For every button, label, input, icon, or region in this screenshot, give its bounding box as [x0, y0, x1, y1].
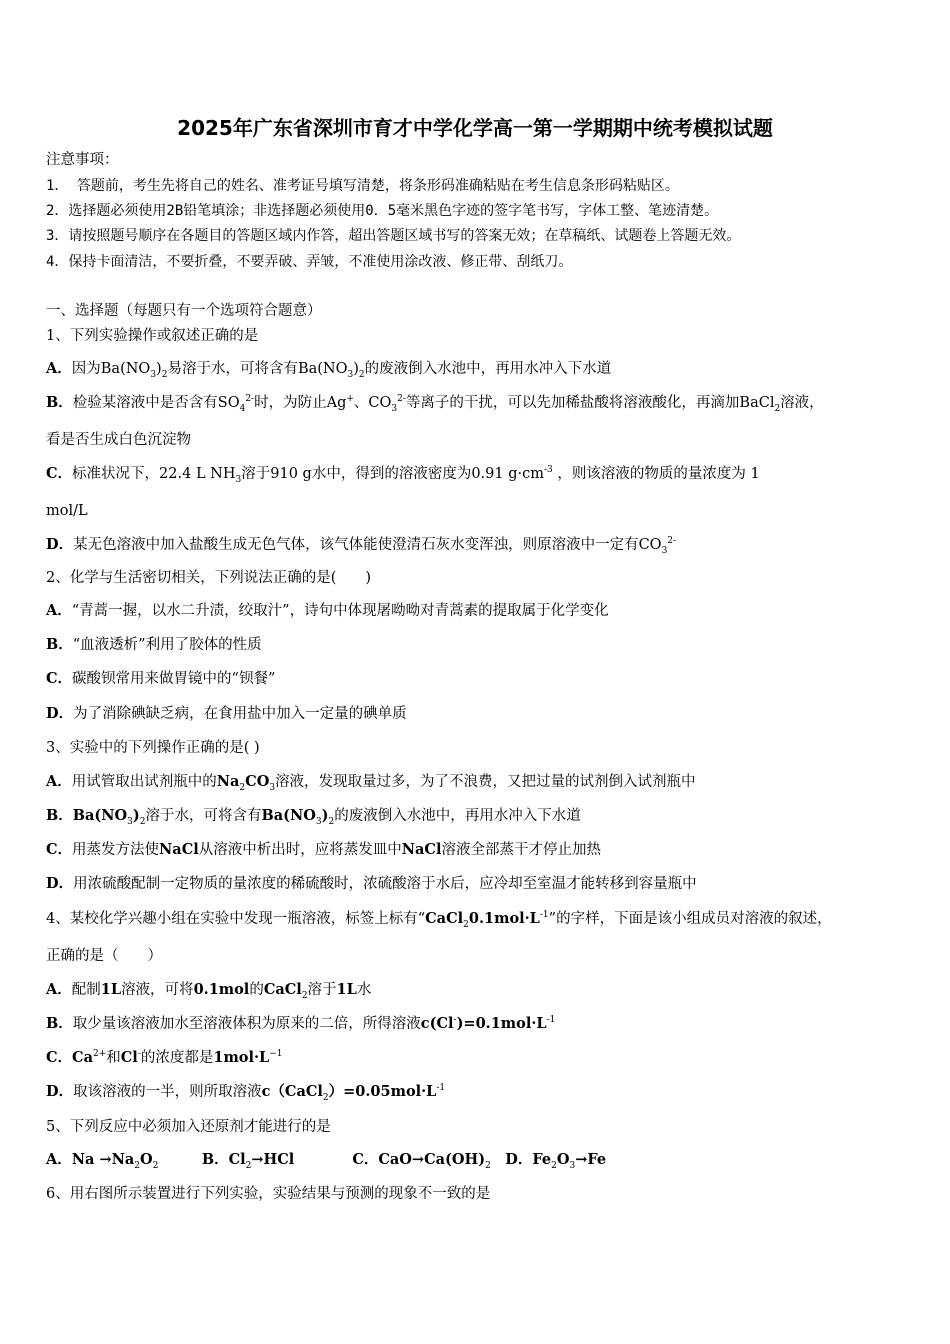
subscript: 2 [139, 816, 146, 827]
bold-run: 1L [336, 981, 357, 998]
text-line [46, 1150, 606, 1170]
text-run: 2．选择题必须使用2B铅笔填涂；非选择题必须使用0．5毫米黑色字迹的签字笔书写，字体工整、笔迹清楚。 [46, 203, 719, 219]
bold-run: )=0.1mol·L [456, 1015, 547, 1032]
text-run: ”的字样，下面是该小组成员对溶液的叙述， [548, 911, 832, 927]
text-run: 时，为防止Ag [254, 395, 347, 411]
superscript: 2- [667, 536, 677, 547]
bold-run: A． [46, 360, 72, 377]
subscript: 3 [269, 782, 276, 793]
subscript: 2 [328, 816, 335, 827]
subscript: 2 [245, 1160, 252, 1171]
bold-run: 1L [100, 981, 122, 998]
bold-run: c(Cl [420, 1015, 454, 1032]
text-run: 4．保持卡面清洁，不要折叠，不要弄破、弄皱，不准使用涂改液、修正带、刮纸刀。 [46, 254, 573, 270]
superscript: 2- [397, 394, 406, 405]
bold-run: NaCl [159, 841, 199, 858]
subscript: 2 [134, 1160, 140, 1171]
text-run: 为了消除碘缺乏病，在食用盐中加入一定量的碘单质 [73, 706, 407, 722]
subscript: 3 [150, 369, 157, 380]
text-line [46, 176, 679, 196]
bold-run: A． [46, 602, 72, 619]
bold-run: O [556, 1151, 570, 1168]
text-run: 溶液， [780, 395, 824, 411]
subscript: 3 [315, 816, 322, 827]
bold-run: 0.1mol [193, 981, 250, 998]
superscript: −1 [269, 1049, 283, 1060]
bold-run: B． [46, 394, 73, 411]
bold-run: ) [132, 807, 140, 824]
bold-run: →HCl [251, 1151, 295, 1168]
text-run: 碳酸钡常用来做胃镜中的“钡餐” [72, 671, 276, 687]
text-line [46, 301, 322, 321]
subscript: 3 [347, 369, 354, 380]
bold-run: 1mol·L [213, 1049, 270, 1066]
bold-run: C．Ca [46, 1049, 93, 1066]
subscript: 2 [239, 782, 246, 793]
subscript: 2 [152, 1160, 159, 1171]
subscript: 2 [774, 403, 781, 414]
text-run: 、CO [353, 395, 392, 411]
text-run: 溶液全部蒸干才停止加热 [441, 842, 601, 858]
text-run: 溶液，可将 [121, 982, 194, 998]
text-run: 易溶于水，可将含有Ba(NO [167, 361, 348, 377]
subscript: 2 [322, 1092, 329, 1103]
bold-run: Na [216, 773, 240, 790]
text-line [46, 252, 572, 272]
text-line [46, 393, 824, 413]
text-line [46, 1048, 283, 1068]
bold-run: ) [321, 807, 329, 824]
text-line [46, 568, 371, 588]
text-run: ) [353, 361, 359, 377]
text-line [46, 635, 262, 655]
text-run: 配制 [71, 982, 101, 998]
subscript: 2 [485, 1160, 491, 1171]
text-line [46, 909, 832, 929]
text-run: 的浓度都是 [140, 1050, 214, 1066]
subscript: 3 [127, 816, 133, 827]
bold-run: O [139, 1151, 153, 1168]
text-run: 检验某溶液中是否含有SO [72, 395, 240, 411]
text-line [46, 946, 162, 966]
text-run: 等离子的干扰，可以先加稀盐酸将溶液酸化，再滴加BaCl [405, 395, 775, 411]
subscript: 3 [569, 1160, 576, 1171]
text-run: 水 [356, 982, 372, 998]
text-run: 的 [249, 982, 264, 998]
text-line [46, 704, 407, 724]
bold-run: A．Na →Na [46, 1151, 135, 1168]
text-run: ，则该溶液的物质的量浓度为 1 [552, 466, 760, 482]
superscript: 2+ [92, 1049, 107, 1060]
text-run: 溶液，发现取量过多，为了不浪费，又把过量的试剂倒入试剂瓶中 [275, 774, 696, 790]
bold-run: D． [46, 875, 74, 892]
superscript: -1 [546, 1015, 556, 1026]
text-run: 2、化学与生活密切相关，下列说法正确的是( ) [46, 570, 372, 586]
text-run: 溶于水，可将含有 [145, 808, 262, 824]
bold-run: NaCl [401, 841, 442, 858]
bold-run: Cl [120, 1049, 138, 1066]
bold-run: CaCl [425, 910, 464, 927]
text-line [46, 1082, 445, 1102]
text-run: 6、用右图所示装置进行下列实验，实验结果与预测的现象不一致的是 [46, 1186, 491, 1202]
text-line [46, 326, 258, 346]
bold-run: D． [46, 1083, 74, 1100]
text-run: 用浓硫酸配制一定物质的量浓度的稀硫酸时，浓硫酸溶于水后，应冷却至室温才能转移到容量瓶中 [73, 876, 697, 892]
text-line [46, 501, 88, 521]
text-line [46, 201, 718, 221]
superscript: - [137, 1049, 141, 1060]
text-line [46, 359, 611, 379]
text-line [46, 669, 275, 689]
superscript: -1 [539, 910, 549, 921]
text-line [46, 430, 191, 450]
text-run: “青蒿一握，以水二升渍，绞取汁”，诗句中体现屠呦呦对青蒿素的提取属于化学变化 [71, 603, 609, 619]
superscript: -1 [436, 1083, 446, 1094]
text-line [46, 874, 697, 894]
bold-run: D． [46, 705, 74, 722]
text-run: 的废液倒入水池中，再用水冲入下水道 [334, 808, 581, 824]
bold-run: C．CaO→Ca(OH) [352, 1151, 486, 1168]
text-line [46, 150, 119, 170]
text-line [46, 738, 260, 758]
text-run [294, 1152, 352, 1168]
text-run: 某无色溶液中加入盐酸生成无色气体，该气体能使澄清石灰水变浑浊，则原溶液中一定有CO [73, 537, 662, 553]
text-run [491, 1152, 506, 1168]
superscript: - [453, 1015, 457, 1026]
text-run: 1、下列实验操作或叙述正确的是 [46, 328, 259, 344]
text-run: ) [156, 361, 162, 377]
subscript: 2 [551, 1160, 557, 1171]
bold-run: Ba(NO [261, 807, 316, 824]
bold-run: CO [245, 773, 270, 790]
text-run: 取该溶液的一半，则所取溶液 [73, 1084, 262, 1100]
bold-run: D． [46, 536, 74, 553]
text-line [46, 806, 581, 826]
bold-run: B． [46, 636, 73, 653]
text-run: 和 [106, 1050, 121, 1066]
text-run: 一、选择题（每题只有一个选项符合题意） [46, 303, 322, 319]
bold-run: B． [46, 1015, 73, 1032]
text-line [46, 1117, 331, 1137]
bold-run: →Fe [575, 1151, 607, 1168]
bold-run: B．Ba(NO [46, 807, 128, 824]
bold-run: A． [46, 773, 72, 790]
superscript: 2- [245, 394, 255, 405]
bold-run: C． [46, 670, 73, 687]
subscript: 3 [661, 545, 668, 556]
text-run [158, 1152, 202, 1168]
bold-run: D．Fe [505, 1151, 552, 1168]
text-line [46, 772, 696, 792]
subscript: 4 [239, 403, 246, 414]
text-run: 3．请按照题号顺序在各题目的答题区域内作答，超出答题区域书写的答案无效；在草稿纸、试题卷上答题无效。 [46, 228, 741, 244]
text-run: 5、下列反应中必须加入还原剂才能进行的是 [46, 1119, 331, 1135]
text-run: “血液透析”利用了胶体的性质 [72, 637, 262, 653]
text-run: mol/L [46, 503, 88, 519]
superscript: + [346, 394, 354, 405]
page-title: 2025年广东省深圳市育才中学化学高一第一学期期中统考模拟试题 [177, 116, 773, 140]
subscript: 2 [161, 369, 168, 380]
text-line [46, 464, 760, 484]
subscript: 2 [463, 919, 469, 930]
text-line [46, 601, 609, 621]
bold-run: C． [46, 841, 73, 858]
text-line [46, 1014, 555, 1034]
bold-run: C． [46, 465, 73, 482]
text-line [46, 535, 676, 555]
bold-run: 0.1mol·L [468, 910, 540, 927]
text-run: 正确的是（ ） [46, 948, 162, 964]
text-run: 1． 答题前，考生先将自己的姓名、准考证号填写清楚，将条形码准确粘贴在考生信息条形码粘贴区。 [46, 178, 679, 194]
bold-run: c（CaCl [261, 1083, 323, 1100]
subscript: 3 [235, 474, 242, 485]
text-run: 的废液倒入水池中，再用水冲入下水道 [364, 361, 612, 377]
text-run: 注意事项： [46, 152, 119, 168]
text-line [46, 1184, 490, 1204]
text-run: 因为Ba(NO [71, 361, 151, 377]
subscript: 2 [301, 990, 308, 1001]
bold-run: ）=0.05mol·L [328, 1083, 437, 1100]
text-run: 从溶液中析出时，应将蒸发皿中 [198, 842, 402, 858]
text-run: 溶于910 g水中，得到的溶液密度为0.91 g·cm [241, 466, 544, 482]
subscript: 2 [358, 369, 365, 380]
text-run: 4、某校化学兴趣小组在实验中发现一瓶溶液，标签上标有“ [46, 911, 426, 927]
bold-run: B．Cl [201, 1151, 246, 1168]
text-run: 溶于 [307, 982, 337, 998]
text-line [46, 226, 740, 246]
text-run: 看是否生成白色沉淀物 [46, 432, 191, 448]
text-run: 标准状况下，22.4 L NH [72, 466, 236, 482]
text-run: 用蒸发方法使 [72, 842, 160, 858]
text-line [46, 840, 601, 860]
text-run: 取少量该溶液加水至溶液体积为原来的二倍，所得溶液 [72, 1016, 421, 1032]
superscript: -3 [543, 465, 553, 476]
text-line [46, 980, 371, 1000]
subscript: 3 [391, 403, 398, 414]
bold-run: CaCl [263, 981, 302, 998]
text-run: 用试管取出试剂瓶中的 [71, 774, 217, 790]
text-run: 3、实验中的下列操作正确的是( ) [46, 740, 260, 756]
bold-run: A． [46, 981, 72, 998]
